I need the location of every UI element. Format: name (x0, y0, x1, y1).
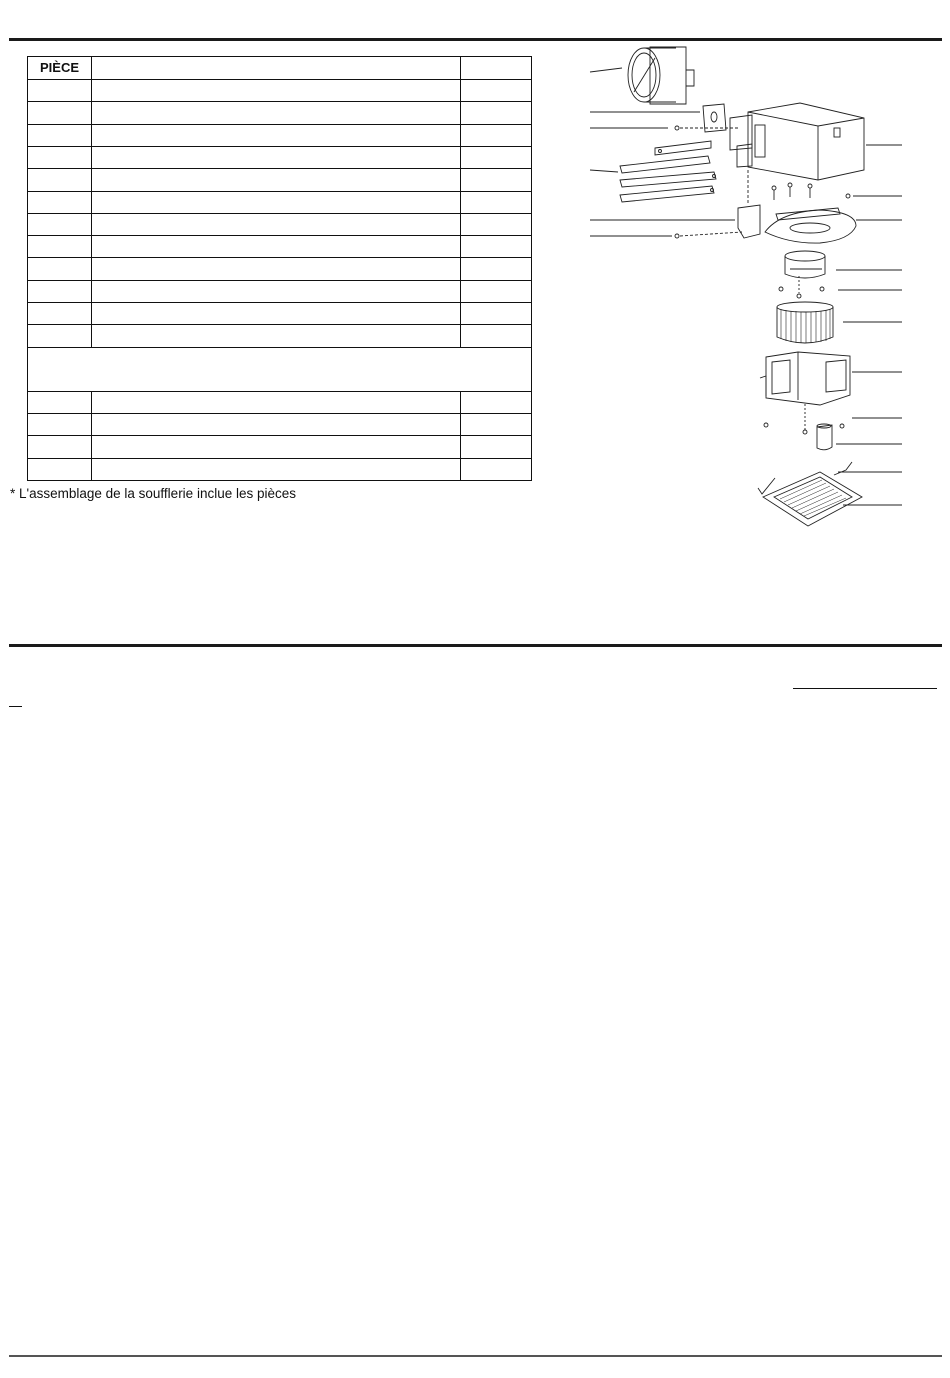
table-column-divider (91, 391, 92, 480)
leader-lines-left (590, 68, 735, 236)
grille-icon (763, 472, 862, 526)
table-row-divider (28, 280, 531, 281)
table-row-divider (28, 324, 531, 325)
duct-connector-icon (628, 47, 694, 104)
motor-icon (779, 251, 825, 298)
table-row-divider (28, 413, 531, 414)
table-row-divider (28, 213, 531, 214)
table-row-divider (28, 79, 531, 80)
blower-wheel-icon (777, 302, 833, 343)
table-column-divider (460, 79, 461, 347)
grille-springs-icon (758, 462, 852, 494)
blower-scroll-icon (760, 352, 850, 434)
hanger-bars-icon (620, 141, 716, 202)
table-row-divider (28, 168, 531, 169)
table-row-divider (28, 191, 531, 192)
table-row-divider (28, 302, 531, 303)
section-divider (9, 644, 942, 647)
piece-column-header: PIÈCE (39, 60, 79, 75)
table-row-divider (28, 235, 531, 236)
table-row-divider (28, 124, 531, 125)
table-column-divider (91, 79, 92, 347)
table-row-divider (28, 101, 531, 102)
fan-housing-icon (730, 103, 864, 205)
mounting-plate-icon (738, 205, 856, 243)
table-row-divider (28, 435, 531, 436)
underline-mark (793, 688, 937, 689)
leader-lines-right (836, 145, 902, 505)
table-column-divider (460, 57, 461, 79)
table-column-divider (460, 391, 461, 480)
bottom-rule (9, 1355, 942, 1357)
table-row-divider (28, 458, 531, 459)
exploded-parts-diagram (585, 38, 915, 538)
table-row-divider (28, 146, 531, 147)
table-row-divider (28, 391, 531, 392)
blower-assembly-footnote: * L'assemblage de la soufflerie inclue les pièces (10, 486, 296, 501)
underline-mark-short (9, 706, 22, 707)
parts-table (27, 56, 532, 481)
table-column-divider (91, 57, 92, 79)
table-section-divider (28, 347, 531, 348)
capacitor-icon (817, 424, 832, 450)
table-row-divider (28, 257, 531, 258)
housing-screws-icon (772, 183, 850, 200)
